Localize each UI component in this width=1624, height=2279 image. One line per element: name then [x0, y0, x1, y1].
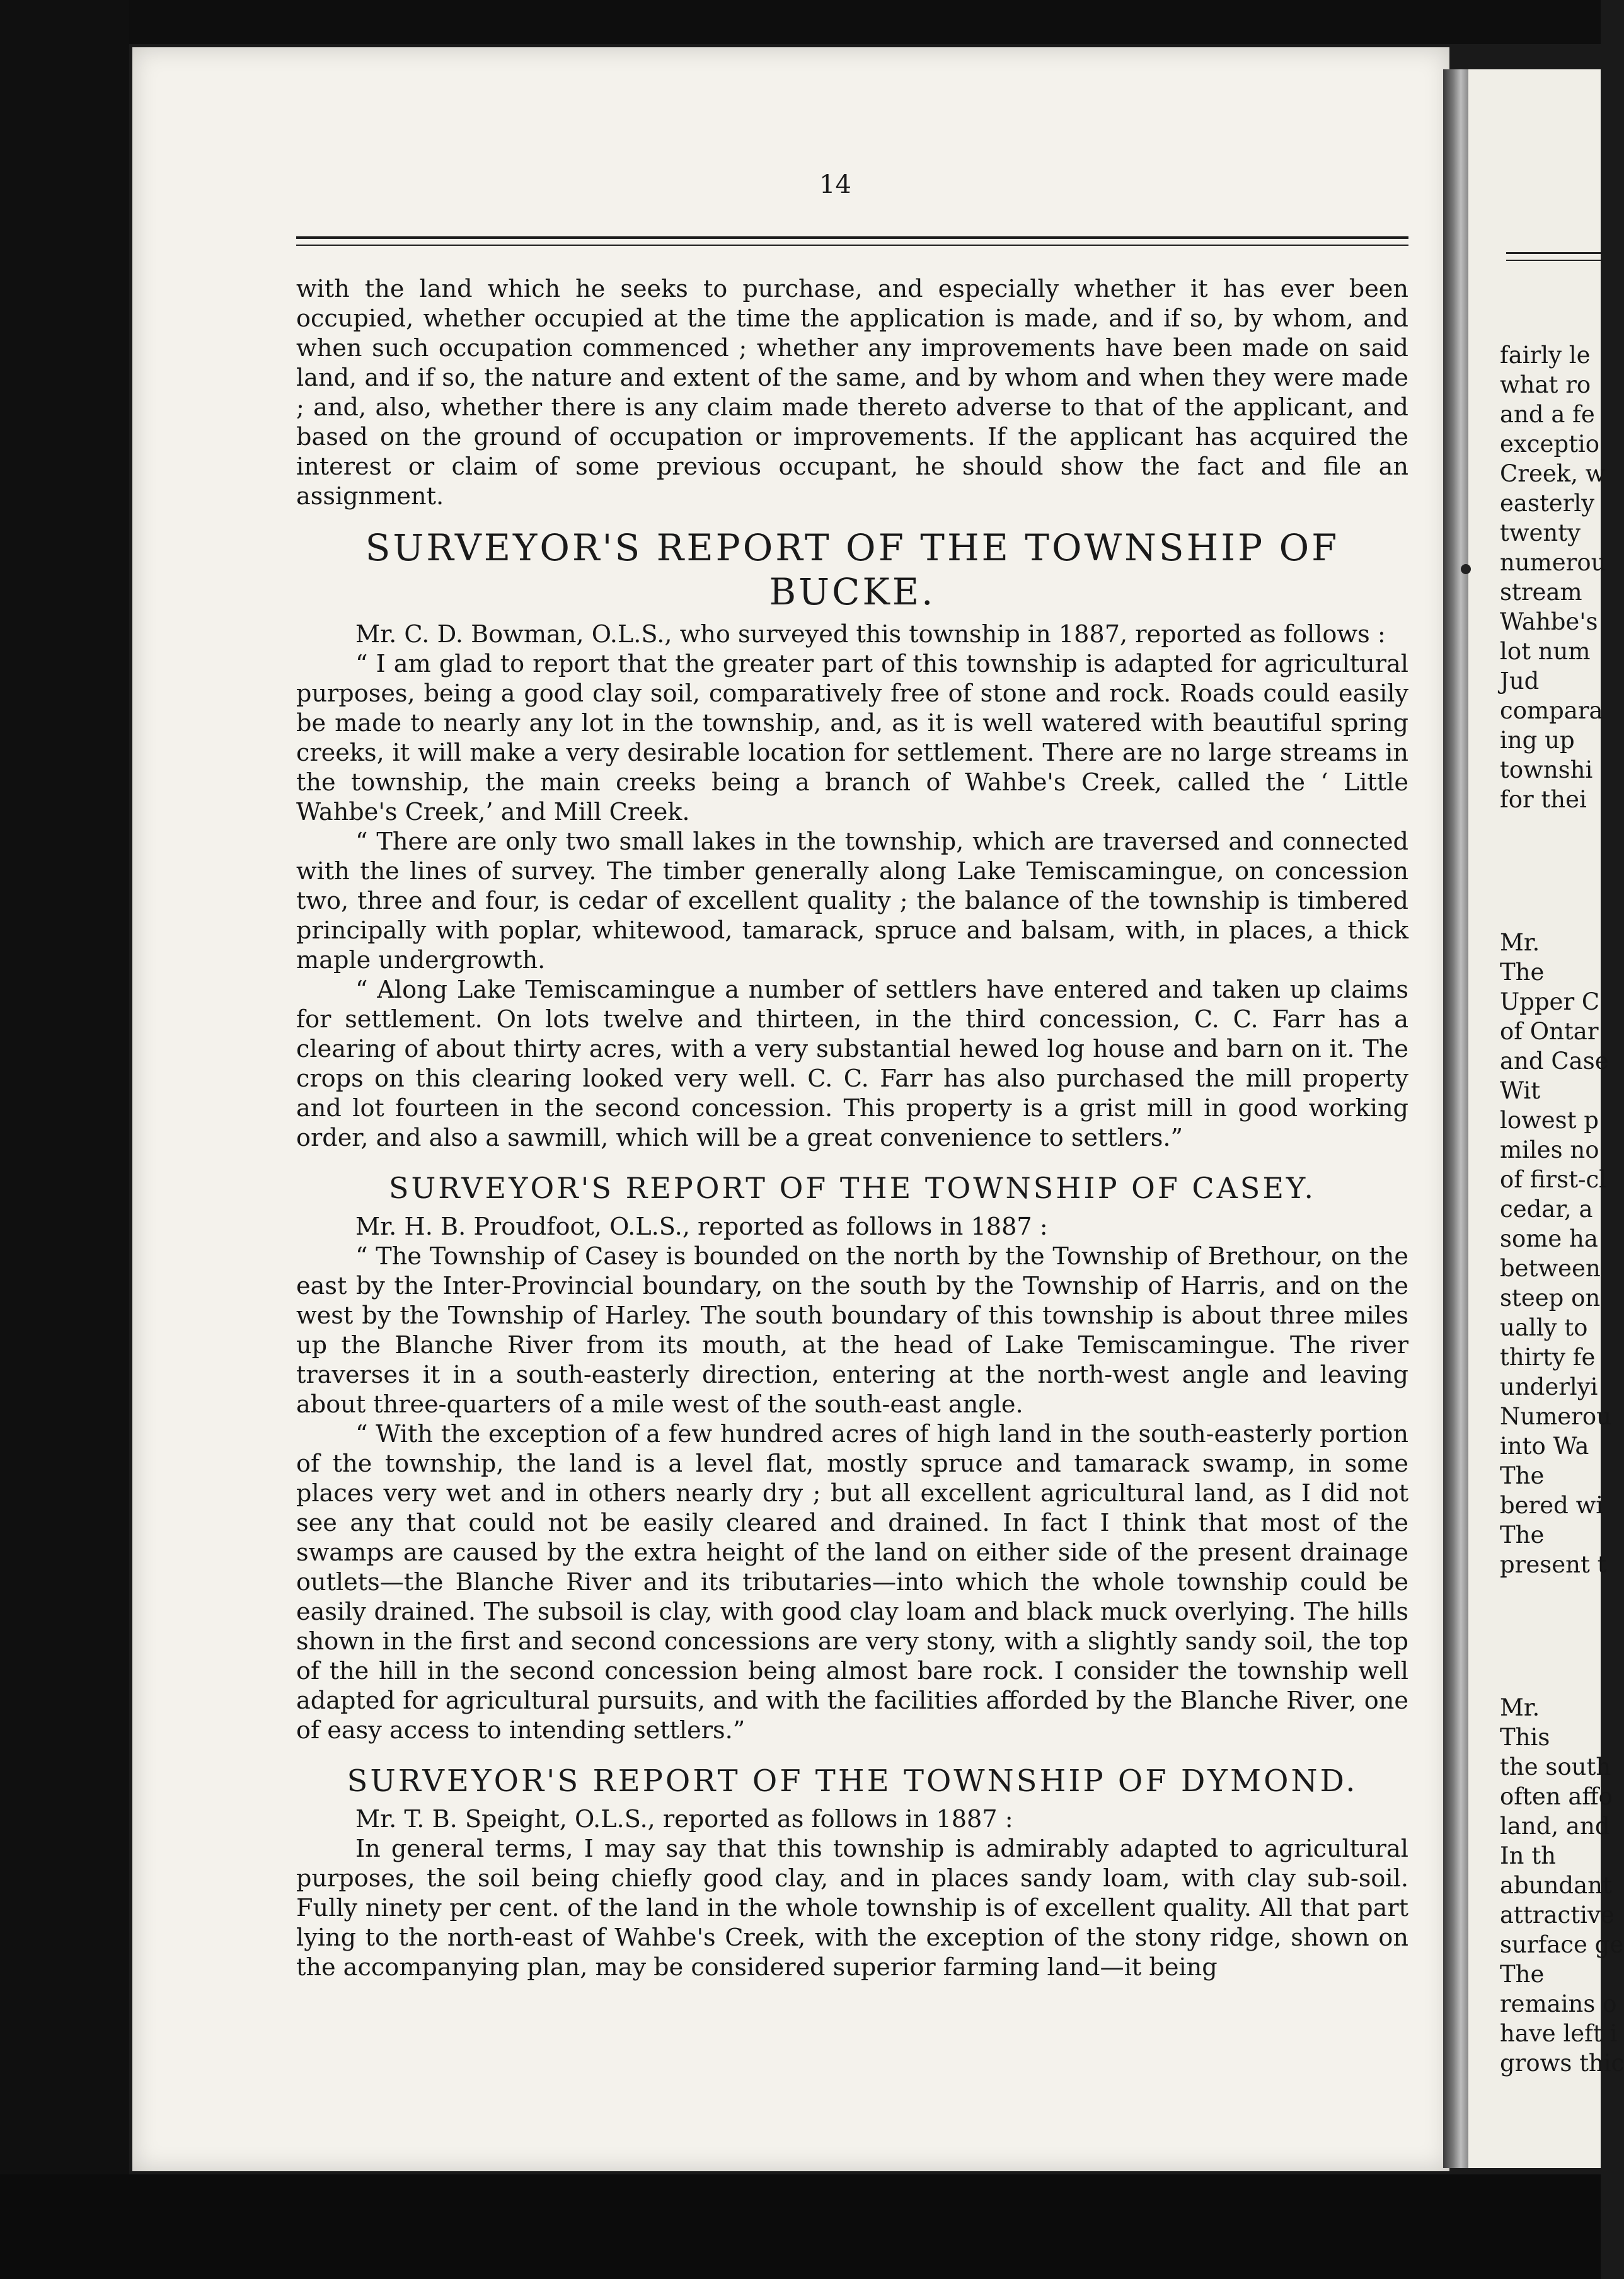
facing-page-gap: [1500, 852, 1607, 890]
scan-border-bottom: [0, 2174, 1601, 2279]
facing-page-line: present t: [1500, 1551, 1607, 1578]
facing-page-line: stream: [1500, 579, 1582, 606]
facing-page-rule-thin: [1506, 260, 1601, 261]
bucke-paragraph: “ Along Lake Temiscamingue a number of settlers have entered and taken up claims for settlement. On lots twelve and thirteen, in the third concession, C. C. Farr has a clearing of about thirty acres, with a very substantial hewed log house and barn on it. The crops on this clearing looked very well. C. C. Farr has also purchased the mill property and lot fourteen in the second concession. This property is a grist mill in good working order, and also a sawmill, which will be a great convenience to settlers.”: [296, 976, 1408, 1152]
casey-paragraph: Mr. H. B. Proudfoot, O.L.S., reported as follows in 1887 :: [355, 1213, 1048, 1241]
facing-page-rule: [1506, 252, 1601, 254]
bucke-paragraph: “ There are only two small lakes in the township, which are traversed and connected with the lines of survey. The timber generally along Lake Temiscamingue, on concession two, three and four, is cedar of excellent quality ; the balance of the township is timbered principally with poplar, whitewood, tamarack, spruce and balsam, with, in places, a thick maple undergrowth.: [296, 828, 1408, 974]
facing-page-line: have left i: [1500, 2020, 1618, 2047]
facing-page-gap: [1500, 1655, 1607, 1693]
facing-page-line: fairly le: [1500, 342, 1591, 369]
page-fold-shadow: [1443, 69, 1468, 2168]
facing-page-lines: [1500, 340, 1624, 2078]
section-heading-dymond: SURVEYOR'S REPORT OF THE TOWNSHIP OF DYMOND.: [347, 1763, 1358, 1799]
page-number: 14: [819, 170, 851, 199]
facing-page-line: ually to: [1500, 1314, 1588, 1341]
facing-page-line: Numerou: [1500, 1403, 1611, 1430]
facing-page-line: remains o: [1500, 1990, 1617, 2017]
section-heading-bucke: SURVEYOR'S REPORT OF THE TOWNSHIP OF BUCKE.: [365, 526, 1340, 613]
facing-page-line: Mr.: [1500, 929, 1540, 956]
facing-page-line: lowest p: [1500, 1107, 1599, 1134]
section-heading-casey: SURVEYOR'S REPORT OF THE TOWNSHIP OF CASEY.: [389, 1171, 1316, 1205]
facing-page-line: cedar, a: [1500, 1196, 1593, 1223]
facing-page-line: thirty fe: [1500, 1344, 1596, 1371]
facing-page-line: easterly: [1500, 490, 1595, 517]
facing-page-line: often affo: [1500, 1783, 1613, 1810]
intro-paragraph: with the land which he seeks to purchase, and especially whether it has ever been occupied, whether occupied at the time the application is made, and if so, by whom, and when such occupation commenced ; whether any improvements have been made on said land, and if so, the nature and extent of the same, and by whom and when they were made ; and, also, whether there is any claim made thereto adverse to that of the applicant, and based on the ground of occupation or improvements. If the applicant has acquired the interest or claim of some previous occupant, he should show the fact and file an assignment.: [296, 275, 1408, 511]
casey-paragraph: “ With the exception of a few hundred acres of high land in the south-easterly portion of the township, the land is a level flat, mostly spruce and tamarack swamp, in some places very wet and in others nearly dry ; but all excellent agricultural land, as I did not see any that could not be easily cleared and drained. In fact I think that most of the swamps are caused by the extra height of the land on either side of the present drainage outlets—the Blanche River and its tributaries—into which the whole township could be easily drained. The subsoil is clay, with good clay loam and black muck overlying. The hills shown in the first and second concessions are very stony, with a slightly sandy soil, the top of the hill in the second concession being almost bare rock. I consider the township well adapted for agricultural pursuits, and with the facilities afforded by the Blanche River, one of easy access to intending settlers.”: [296, 1421, 1408, 1745]
facing-page-line: grows thic: [1500, 2050, 1624, 2077]
facing-page-line: and a fe: [1500, 401, 1595, 428]
dymond-paragraph: In general terms, I may say that this township is admirably adapted to agricultural purposes, the soil being chiefly good clay, and in places sandy loam, with clay sub-soil. Fully ninety per cent. of the land in the whole township is of excellent quality. All that part lying to the north-east of Wahbe's Creek, with the exception of the stony ridge, shown on the accompanying plan, may be considered superior farming land—it being: [296, 1835, 1408, 1982]
facing-page-line: between: [1500, 1255, 1601, 1282]
facing-page-line: The: [1500, 1521, 1545, 1549]
page-body: [296, 275, 1408, 1983]
facing-page-line: Creek, w: [1500, 460, 1606, 487]
facing-page-line: what ro: [1500, 371, 1591, 398]
facing-page-line: surface ge: [1500, 1931, 1624, 1958]
facing-page-line: abundant: [1500, 1872, 1612, 1899]
casey-paragraph: “ The Township of Casey is bounded on the north by the Township of Brethour, on the east by the Inter-Provincial boundary, on the south by the Township of Harris, and on the west by the Township of Harley. The south boundary of this township is about three miles up the Blanche River from its mouth, at the head of Lake Temiscamingue. The river traverses it in a south-easterly direction, entering at the north-west angle and leaving about three-quarters of a mile west of the south-east angle.: [296, 1243, 1408, 1419]
scan-border-top: [0, 0, 1601, 44]
facing-page-line: townshi: [1500, 756, 1593, 783]
facing-page-line: Jud: [1500, 667, 1540, 695]
facing-page-line: of first-cl: [1500, 1166, 1607, 1193]
facing-page-line: Wahbe's: [1500, 608, 1598, 635]
facing-page-line: The: [1500, 959, 1545, 986]
facing-page-line: for thei: [1500, 786, 1587, 813]
facing-page-line: steep on: [1500, 1284, 1601, 1312]
facing-page-line: Upper C: [1500, 988, 1600, 1015]
facing-page-line: the south: [1500, 1753, 1611, 1780]
dymond-paragraph: Mr. T. B. Speight, O.L.S., reported as follows in 1887 :: [355, 1806, 1013, 1833]
facing-page-line: into Wa: [1500, 1433, 1589, 1460]
facing-page-line: The: [1500, 1961, 1545, 1988]
facing-page-line: twenty: [1500, 519, 1581, 546]
facing-page-line: lot num: [1500, 638, 1591, 665]
facing-page-line: land, and: [1500, 1813, 1610, 1840]
facing-page-line: and Case: [1500, 1047, 1609, 1075]
facing-page-line: of Ontar: [1500, 1018, 1599, 1045]
facing-page-line: numerou: [1500, 549, 1606, 576]
facing-page-gap: [1500, 814, 1607, 852]
facing-page-line: attractive: [1500, 1901, 1615, 1929]
facing-page-line: some ha: [1500, 1225, 1598, 1252]
margin-mark: [1461, 564, 1471, 574]
facing-page-line: Mr.: [1500, 1694, 1540, 1721]
facing-page-line: This: [1500, 1724, 1550, 1751]
facing-page-line: miles no: [1500, 1136, 1599, 1163]
facing-page-gap: [1500, 890, 1607, 928]
facing-page-line: exceptio: [1500, 430, 1600, 458]
facing-page-line: The: [1500, 1462, 1545, 1489]
facing-page-line: ing up: [1500, 727, 1575, 754]
facing-page-line: Wit: [1500, 1077, 1541, 1104]
facing-page-line: In th: [1500, 1842, 1556, 1869]
bucke-paragraph: “ I am glad to report that the greater part of this township is adapted for agricultural purposes, being a good clay soil, comparatively free of stone and rock. Roads could easily be made to nearly any lot in the township, and, as it is well watered with beautiful spring creeks, it will make a very desirable location for settlement. There are no large streams in the township, the main creeks being a branch of Wahbe's Creek, called the ‘ Little Wahbe's Creek,’ and Mill Creek.: [296, 650, 1408, 826]
facing-page-line: underlyi: [1500, 1373, 1598, 1400]
header-rule-thin: [296, 245, 1408, 246]
facing-page-fragment: [1468, 69, 1624, 2168]
facing-page-gap: [1500, 1579, 1607, 1617]
bucke-paragraph: Mr. C. D. Bowman, O.L.S., who surveyed this township in 1887, reported as follows :: [355, 621, 1386, 649]
facing-page-line: bered wi: [1500, 1492, 1604, 1519]
facing-page-line: compara: [1500, 697, 1603, 724]
header-rule: [296, 236, 1408, 239]
facing-page-gap: [1500, 1617, 1607, 1655]
scan-left-margin: [0, 0, 129, 2279]
